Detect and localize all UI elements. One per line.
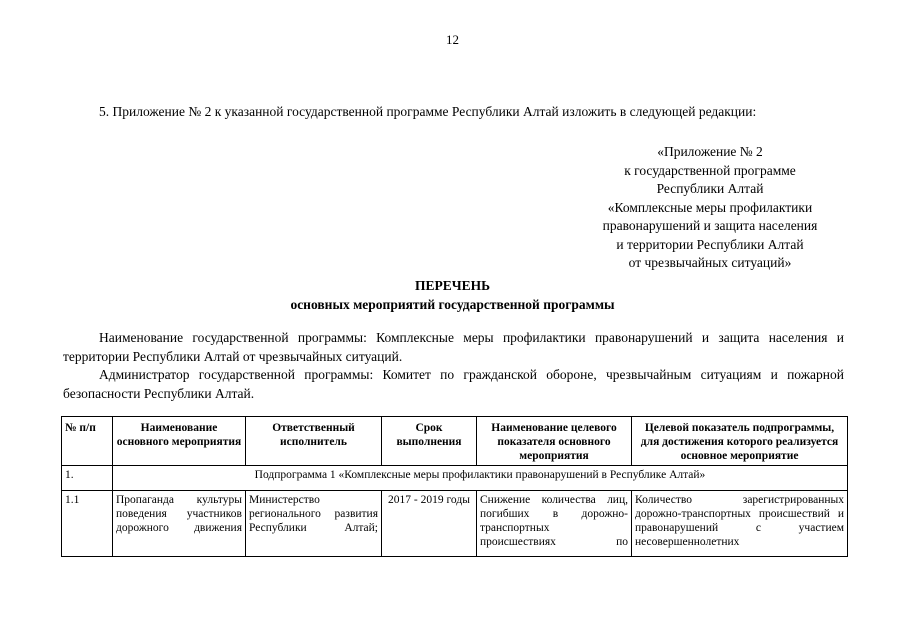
program-admin-paragraph: Администратор государственной программы: Комитет по гражданской обороне, чрезвычайным ситуациям и пожарной безопасности Республики Алтай. bbox=[63, 367, 844, 401]
header-number: № п/п bbox=[62, 417, 113, 466]
subprogram-row bbox=[62, 466, 848, 491]
cell-indicator: Снижение количества лиц, погибших в дорожно-транспортных происшествиях по bbox=[477, 491, 632, 557]
appendix-line: и территории Республики Алтай bbox=[616, 236, 804, 252]
subprogram-title: Подпрограмма 1 «Комплексные меры профилактики правонарушений в Республике Алтай» bbox=[113, 466, 848, 491]
intro-text: 5. Приложение № 2 к указанной государственной программе Республики Алтай изложить в следующей редакции: bbox=[99, 104, 757, 119]
header-target: Целевой показатель подпрограммы, для достижения которого реализуется основное мероприятие bbox=[632, 417, 848, 466]
appendix-line: «Приложение № 2 bbox=[657, 144, 763, 159]
cell-executor: Министерство регионального развития Республики Алтай; bbox=[246, 491, 382, 557]
header-term: Срок выполнения bbox=[382, 417, 477, 466]
header-event: Наименование основного мероприятия bbox=[113, 417, 246, 466]
table-row bbox=[62, 491, 848, 557]
table-header-row bbox=[62, 417, 848, 466]
document-title: ПЕРЕЧЕНЬ bbox=[414, 278, 491, 293]
appendix-line: к государственной программе bbox=[624, 162, 796, 178]
appendix-line: правонарушений и защита населения bbox=[602, 218, 818, 233]
cell-number: 1.1 bbox=[62, 491, 113, 557]
appendix-line: от чрезвычайных ситуаций» bbox=[628, 255, 792, 270]
header-indicator: Наименование целевого показателя основного мероприятия bbox=[477, 417, 632, 466]
appendix-line: «Комплексные меры профилактики bbox=[607, 199, 813, 215]
page-number: 12 bbox=[446, 32, 459, 47]
appendix-header bbox=[560, 143, 860, 273]
header-executor: Ответственный исполнитель bbox=[246, 417, 382, 466]
events-table bbox=[61, 416, 848, 557]
program-name-paragraph: Наименование государственной программы: Комплексные меры профилактики правонарушений и защита населения и территории Республики Алтай от чрезвычайных ситуаций. bbox=[63, 330, 844, 364]
document-subtitle: основных мероприятий государственной программы bbox=[290, 297, 615, 312]
cell-event: Пропаганда культуры поведения участников дорожного движения bbox=[113, 491, 246, 557]
cell-target: Количество зарегистрированных дорожно-транспортных происшествий и правонарушений с участием несовершеннолетних bbox=[632, 491, 848, 557]
appendix-line: Республики Алтай bbox=[656, 181, 764, 196]
subprogram-number: 1. bbox=[62, 466, 113, 491]
cell-term: 2017 - 2019 годы bbox=[382, 491, 477, 557]
